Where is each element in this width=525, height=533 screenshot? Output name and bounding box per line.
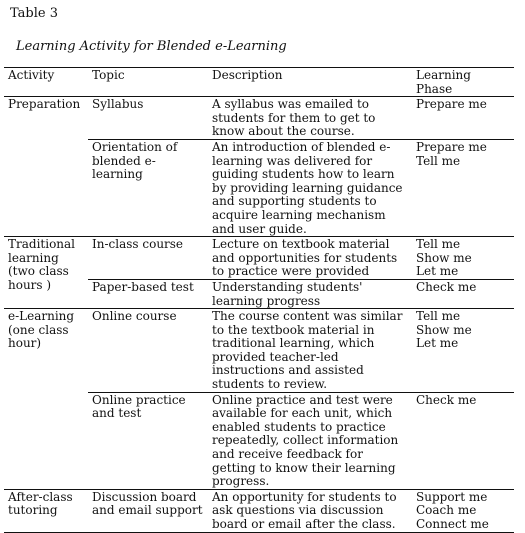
phase-cell: Check me (412, 392, 514, 489)
description-cell: An introduction of blended e-learning was delivered for guiding students how to learn by providing learning guidance and supporting students to acquire learning mechanism and user guide. (208, 139, 412, 236)
phase-cell: Prepare me (416, 97, 487, 112)
description-cell: Understanding students' learning progress (208, 279, 412, 308)
group-after-class-tutoring (4, 489, 514, 532)
group-traditional-learning (4, 237, 514, 309)
learning-activity-table (4, 67, 514, 533)
topic-cell: In-class course (92, 237, 184, 252)
description-cell: An opportunity for students to ask questions via discussion board or email after the class. (212, 489, 397, 531)
header-row (4, 68, 514, 97)
description-cell: A syllabus was emailed to students for them to get to know about the course. (212, 97, 376, 139)
header-description: Description (212, 68, 283, 82)
description-cell: Online practice and test were available for each unit, which enabled students to practice repeatedly, collect information and receive feedback for getting to know their learning progress. (208, 392, 412, 489)
phase-cell: Support me Coach me Connect me (416, 489, 489, 531)
table-row (4, 309, 514, 393)
activity-cell: Preparation (8, 97, 81, 112)
topic-cell: Online course (92, 309, 177, 324)
activity-cell: After-class tutoring (8, 489, 73, 518)
phase-cell: Tell me Show me Let me (416, 237, 472, 279)
header-activity: Activity (8, 68, 55, 82)
header-topic: Topic (92, 68, 125, 82)
topic-cell: Orientation of blended e-learning (88, 139, 208, 236)
description-cell: The course content was similar to the textbook material in traditional learning, which provided teacher-led instructions and assisted students to review. (212, 309, 403, 392)
table-number: Table 3 (10, 6, 58, 21)
table-row (4, 97, 514, 140)
table-row (4, 489, 514, 532)
phase-cell: Check me (412, 279, 514, 308)
table-title: Learning Activity for Blended e-Learning (16, 39, 287, 54)
phase-cell: Tell me Show me Let me (416, 309, 472, 351)
table-row (4, 237, 514, 280)
phase-cell: Prepare me Tell me (412, 139, 514, 236)
description-cell: Lecture on textbook material and opportunities for students to practice were provided (212, 237, 398, 279)
activity-cell: Traditional learning (two class hours ) (8, 237, 76, 292)
activity-cell: e-Learning (one class hour) (8, 309, 75, 351)
group-e-learning (4, 309, 514, 490)
topic-cell: Paper-based test (88, 279, 208, 308)
topic-cell: Discussion board and email support (92, 489, 203, 518)
header-learning-phase: Learning Phase (416, 68, 471, 96)
group-preparation (4, 97, 514, 237)
topic-cell: Syllabus (92, 97, 144, 112)
topic-cell: Online practice and test (88, 392, 208, 489)
